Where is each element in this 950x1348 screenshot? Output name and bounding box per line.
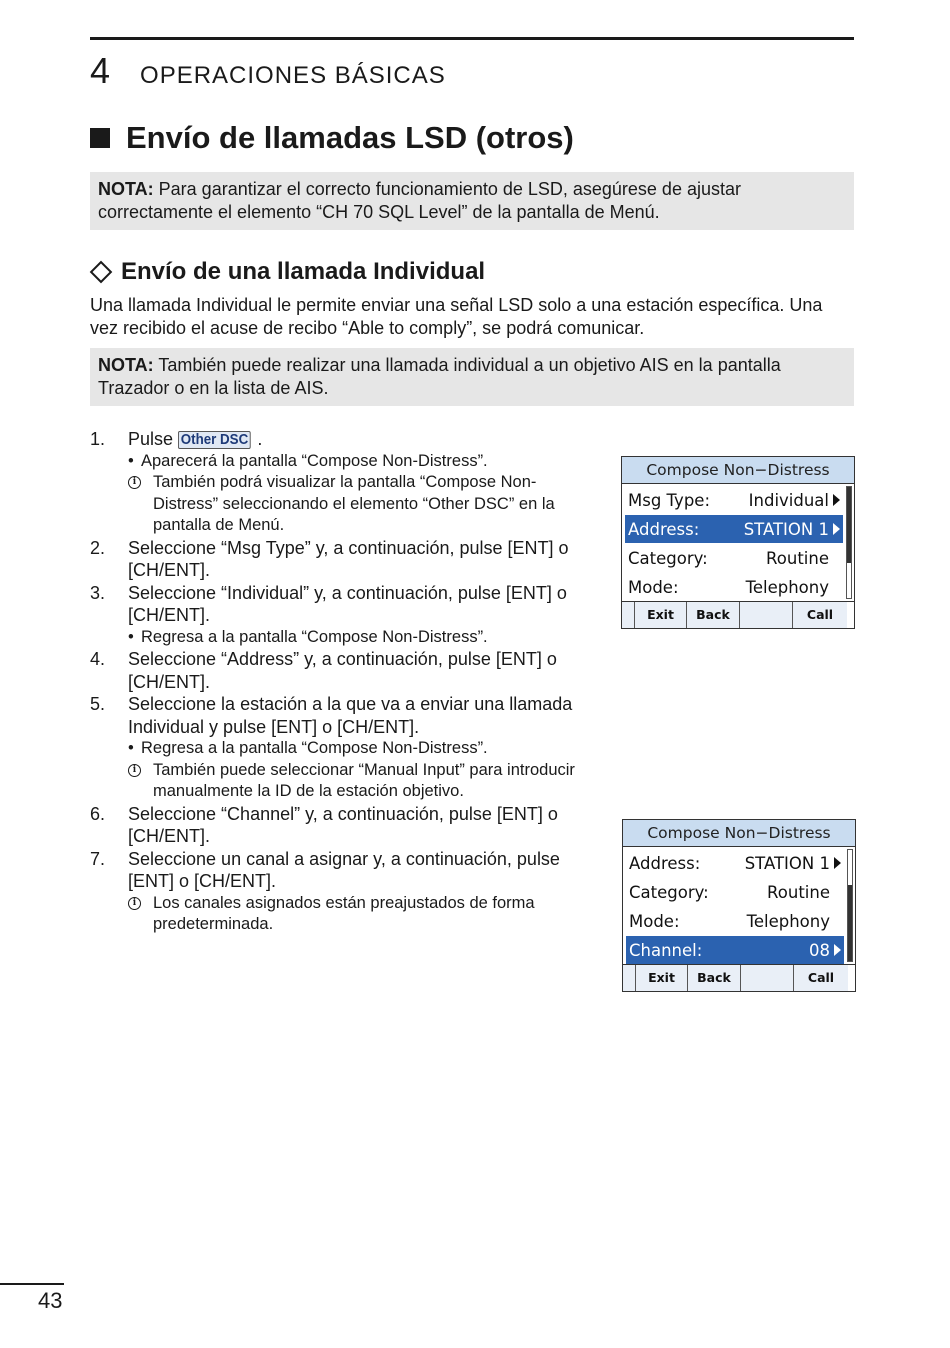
row-value: Routine — [766, 548, 829, 568]
step-info — [128, 893, 600, 936]
note-text: Para garantizar el correcto funcionamiento de LSD, asegúrese de ajustar correctamente el elemento “CH 70 SQL Level” de la pantalla de Menú. — [98, 179, 741, 222]
exit-key[interactable]: Exit — [635, 602, 687, 628]
key-spacer — [622, 602, 635, 628]
call-key[interactable]: Call — [793, 602, 847, 628]
screen-title: Compose Non−Distress — [622, 457, 854, 484]
step-text: Seleccione “Msg Type” y, a continuación, pulse [ENT] o [CH/ENT]. — [128, 537, 569, 580]
row-value: 08 — [809, 940, 830, 960]
subsection-title-text: Envío de una llamada Individual — [121, 258, 486, 285]
step-text: Seleccione “Individual” y, a continuación, pulse [ENT] o [CH/ENT]. — [128, 582, 567, 625]
row-value: Routine — [767, 882, 830, 902]
step-number: 5. — [90, 694, 106, 714]
screen-row-category[interactable] — [626, 878, 844, 906]
section-title — [90, 120, 574, 156]
page-number: 43 — [38, 1288, 63, 1313]
info-text: Los canales asignados están preajustados de forma predeterminada. — [153, 893, 535, 933]
step-text-after: . — [257, 429, 263, 449]
row-label: Category: — [628, 548, 708, 568]
step-number: 1. — [90, 429, 106, 449]
step-3 — [90, 582, 600, 627]
info-icon: i — [128, 764, 141, 777]
step-7 — [90, 848, 600, 893]
scrollbar[interactable] — [846, 486, 852, 599]
row-label: Msg Type: — [628, 490, 711, 510]
bullet-text: Regresa a la pantalla “Compose Non-Distress”. — [141, 627, 488, 646]
bullet-mark: • — [128, 451, 134, 470]
row-value: Individual — [748, 490, 829, 510]
step-text: Seleccione “Address” y, a continuación, pulse [ENT] o [CH/ENT]. — [128, 649, 557, 692]
row-value: Telephony — [745, 577, 829, 597]
blank-key[interactable] — [740, 602, 793, 628]
step-text-before: Pulse — [128, 429, 179, 449]
step-2 — [90, 537, 600, 582]
row-label: Mode: — [629, 911, 680, 931]
arrow-right-icon — [833, 494, 840, 506]
step-number: 3. — [90, 582, 106, 603]
note-label: NOTA: — [98, 179, 154, 199]
screen-title: Compose Non−Distress — [623, 820, 855, 847]
row-label: Channel: — [629, 940, 703, 960]
screen-row-category[interactable] — [625, 544, 843, 572]
call-key[interactable]: Call — [794, 965, 848, 991]
info-icon: i — [128, 476, 141, 489]
subsection-title — [90, 258, 485, 286]
step-text — [128, 428, 262, 451]
note-box-1 — [90, 172, 854, 230]
info-icon: i — [128, 897, 141, 910]
bullet-mark: • — [128, 739, 134, 757]
step-info — [128, 472, 600, 537]
screen-row-address[interactable] — [626, 849, 844, 877]
info-text: También podrá visualizar la pantalla “Compose Non-Distress” seleccionando el elemento “Other DSC” en la pantalla de Menú. — [153, 473, 555, 534]
lcd-screen-compose-2 — [622, 819, 856, 992]
screen-row-msg-type[interactable] — [625, 486, 843, 514]
row-value: STATION 1 — [743, 519, 829, 539]
function-key-bar — [622, 601, 854, 628]
chapter-number: 4 — [90, 50, 111, 91]
bullet-text: Aparecerá la pantalla “Compose Non-Distress”. — [141, 451, 488, 470]
step-bullet — [128, 738, 600, 760]
steps-list — [90, 428, 600, 936]
row-value: STATION 1 — [744, 853, 830, 873]
scrollbar-thumb — [847, 487, 851, 563]
screen-body — [622, 484, 854, 601]
top-rule — [90, 37, 854, 40]
step-number: 6. — [90, 803, 106, 824]
screen-row-address[interactable] — [625, 515, 843, 543]
row-label: Address: — [628, 519, 700, 539]
arrow-right-icon — [833, 523, 840, 535]
note-text: También puede realizar una llamada individual a un objetivo AIS en la pantalla Trazador o en la lista de AIS. — [98, 355, 781, 398]
row-value: Telephony — [746, 911, 830, 931]
footer-rule — [0, 1283, 64, 1285]
step-bullet — [128, 627, 600, 649]
step-number: 7. — [90, 848, 106, 869]
intro-paragraph: Una llamada Individual le permite enviar una señal LSD solo a una estación específica. Una vez recibido el acuse de recibo “Able to comply”, se podrá comunicar. — [90, 295, 823, 338]
diamond-icon — [90, 261, 113, 284]
function-key-bar — [623, 964, 855, 991]
step-info — [128, 760, 600, 803]
step-4 — [90, 648, 600, 693]
chapter-header — [90, 50, 446, 90]
step-text: Seleccione “Channel” y, a continuación, pulse [ENT] o [CH/ENT]. — [128, 803, 558, 846]
row-label: Address: — [629, 853, 701, 873]
blank-key[interactable] — [741, 965, 794, 991]
note-box-2 — [90, 348, 854, 406]
scrollbar[interactable] — [847, 849, 853, 962]
arrow-right-icon — [834, 944, 841, 956]
screen-body — [623, 847, 855, 964]
lcd-screen-compose-1 — [621, 456, 855, 629]
screen-row-channel[interactable] — [626, 936, 844, 964]
row-label: Category: — [629, 882, 709, 902]
step-1 — [90, 428, 600, 451]
arrow-right-icon — [834, 857, 841, 869]
bullet-mark: • — [128, 627, 134, 646]
step-6 — [90, 803, 600, 848]
back-key[interactable]: Back — [688, 965, 741, 991]
row-label: Mode: — [628, 577, 679, 597]
step-number: 4. — [90, 649, 106, 669]
info-text: También puede seleccionar “Manual Input” para introducir manualmente la ID de la estación objetivo. — [153, 760, 575, 800]
note-label: NOTA: — [98, 355, 154, 375]
bullet-text: Regresa a la pantalla “Compose Non-Distress”. — [141, 739, 488, 757]
step-5 — [90, 693, 600, 738]
chapter-title: OPERACIONES BÁSICAS — [140, 62, 446, 89]
step-text: Seleccione un canal a asignar y, a continuación, pulse [ENT] o [CH/ENT]. — [128, 848, 560, 891]
screen-row-mode[interactable] — [626, 907, 844, 935]
scrollbar-thumb — [848, 885, 852, 961]
back-key[interactable]: Back — [687, 602, 740, 628]
exit-key[interactable]: Exit — [636, 965, 688, 991]
screen-row-mode[interactable] — [625, 573, 843, 601]
other-dsc-key: Other DSC — [178, 431, 251, 449]
square-bullet-icon — [90, 128, 110, 148]
step-bullet — [128, 451, 600, 473]
section-title-text: Envío de llamadas LSD (otros) — [126, 120, 574, 155]
step-number: 2. — [90, 537, 106, 558]
key-spacer — [623, 965, 636, 991]
step-text: Seleccione la estación a la que va a enviar una llamada Individual y pulse [ENT] o [CH/ENT]. — [128, 694, 573, 737]
